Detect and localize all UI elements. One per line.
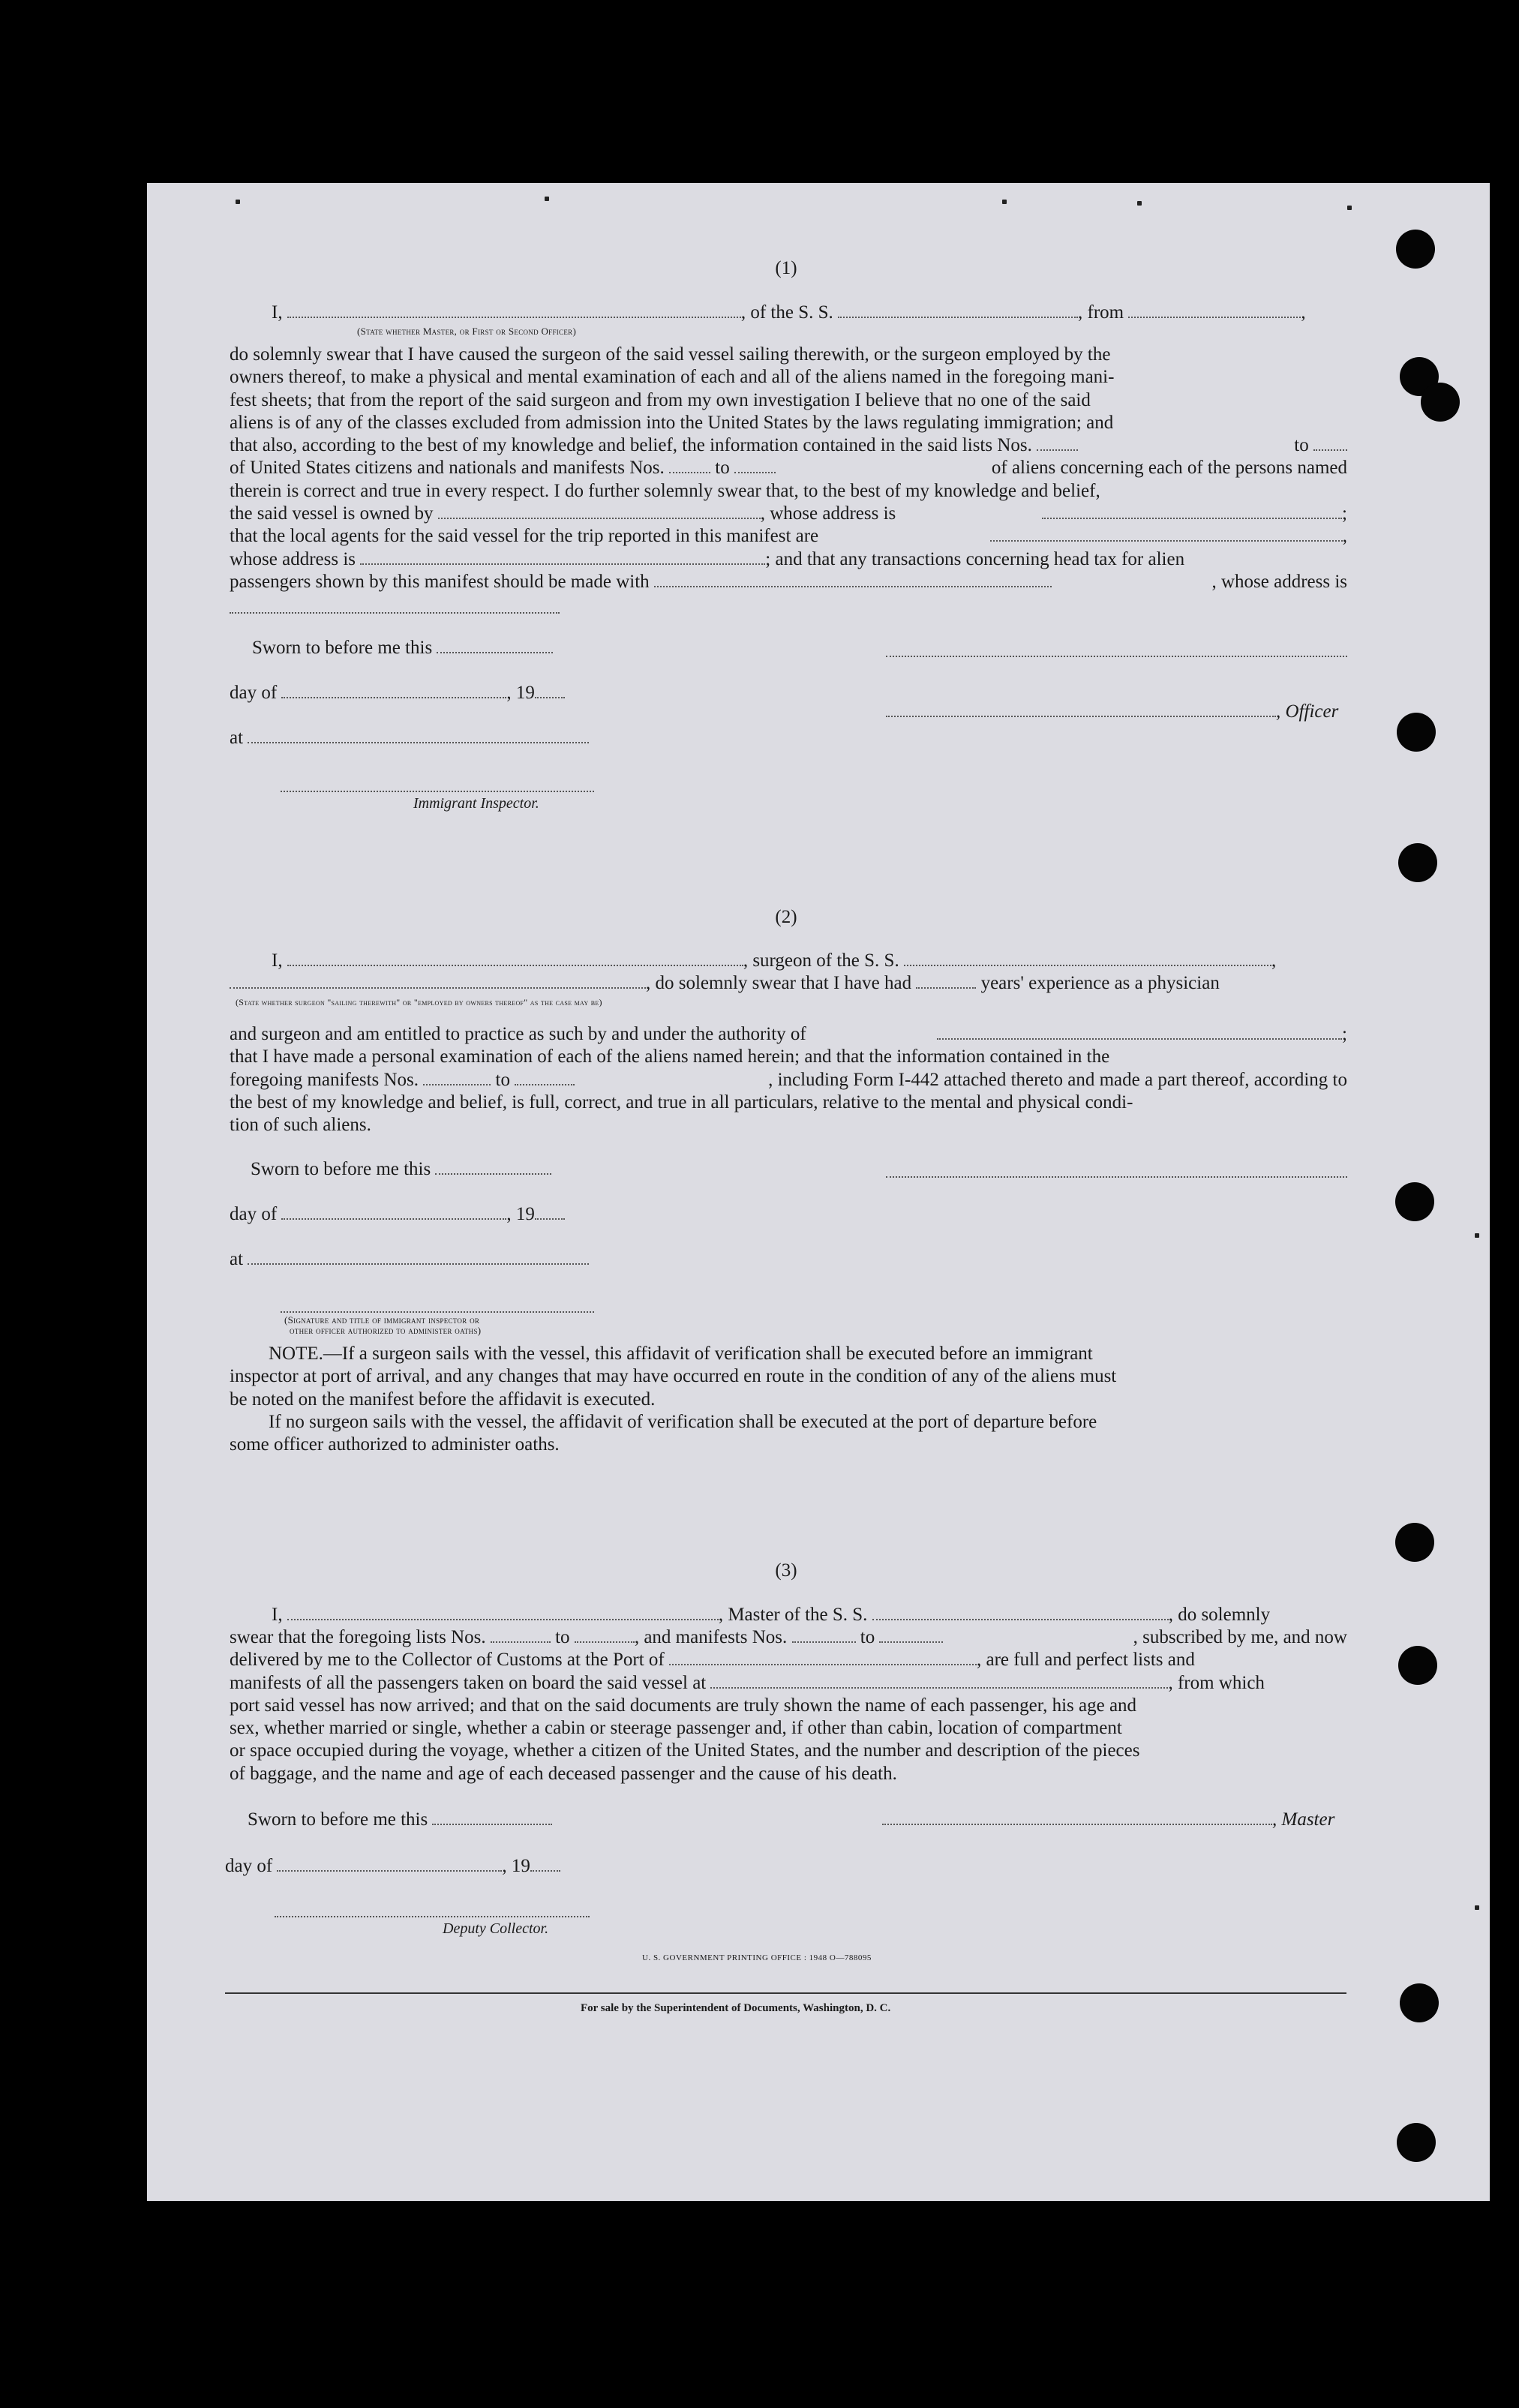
s3-port-field[interactable] <box>669 1649 977 1665</box>
s2-at: at <box>230 1248 589 1271</box>
s1-master-note: (State whether Master, or First or Second Officer) <box>357 326 577 337</box>
s3-day-of: day of , 19 <box>225 1855 560 1878</box>
s1-lists-to-field[interactable] <box>1313 434 1347 451</box>
s3-ship-name-field[interactable] <box>872 1604 1169 1620</box>
s1-officer-title-field[interactable] <box>886 701 1276 717</box>
s1-ship-name-field[interactable] <box>838 302 1078 318</box>
s2-sig-note-2: other officer authorized to administer oaths) <box>290 1325 482 1336</box>
punch-hole <box>1398 843 1437 882</box>
s1-at-field[interactable] <box>248 727 589 743</box>
s2-sailing-note: (State whether surgeon "sailing therewith" or "employed by owners thereof" as the case may be) <box>236 997 602 1007</box>
s3-collector-label: Deputy Collector. <box>443 1920 549 1937</box>
speck <box>545 197 549 201</box>
s2-signature-line[interactable] <box>886 1175 1347 1178</box>
punch-hole <box>1395 1182 1434 1221</box>
s3-year-field[interactable] <box>530 1855 560 1872</box>
s3-master-name-field[interactable] <box>287 1604 719 1620</box>
s2-inspector-signature-line[interactable] <box>281 1310 594 1313</box>
speck <box>1475 1905 1479 1910</box>
speck <box>236 200 240 204</box>
s1-local-agents-field[interactable] <box>990 525 1343 542</box>
s2-manifest-from-field[interactable] <box>423 1069 491 1085</box>
speck <box>1475 1233 1479 1238</box>
s3-manifest-from-field[interactable] <box>792 1626 856 1643</box>
s1-year-field[interactable] <box>535 682 565 698</box>
s2-body: and surgeon and am entitled to practice as such by and under the authority of ; that I have made a personal examination of each of the aliens named herein; and that the information contained in the foregoing manifests Nos. to , including Form I-442 attached thereto and made a part thereof, according to the best of my knowledge and belief, is full, correct, and true in all particulars, relative to the mental and physical condi- tion of such aliens. <box>230 1024 1347 1136</box>
for-sale-note: For sale by the Superintendent of Documents, Washington, D. C. <box>581 2002 891 2014</box>
section-3-number: (3) <box>775 1560 797 1581</box>
punch-hole <box>1421 383 1460 422</box>
s2-sig-note-1: (Signature and title of immigrant inspector or <box>284 1314 480 1326</box>
s3-lists-to-field[interactable] <box>575 1626 635 1643</box>
s1-manifest-to-field[interactable] <box>734 457 776 473</box>
s2-ship-name-field[interactable] <box>904 950 1271 966</box>
s1-owner-address-field[interactable] <box>1042 503 1342 519</box>
s1-agent-address-field[interactable] <box>360 548 765 565</box>
form-page <box>147 183 1490 2201</box>
s2-authority-field[interactable] <box>937 1023 1342 1040</box>
punch-hole <box>1398 1646 1437 1685</box>
s3-master-signature: , Master <box>882 1809 1334 1831</box>
s2-surgeon-name-field[interactable] <box>287 950 743 966</box>
s2-sailing-field[interactable] <box>230 972 646 989</box>
s2-years-field[interactable] <box>916 972 976 989</box>
s2-first-line: I, , surgeon of the S. S. , <box>272 950 1277 971</box>
s1-sworn-day-field[interactable] <box>437 637 553 653</box>
s3-master-signature-field[interactable] <box>882 1809 1272 1825</box>
s3-departure-port-field[interactable] <box>710 1672 1168 1689</box>
speck <box>1002 200 1007 204</box>
s1-first-line: I, , of the S. S. , from , <box>272 302 1306 323</box>
s3-sworn: Sworn to before me this <box>248 1809 552 1831</box>
s3-day-month-field[interactable] <box>277 1855 502 1872</box>
s1-from-field[interactable] <box>1128 302 1301 318</box>
s1-manifest-from-field[interactable] <box>669 457 710 473</box>
punch-hole <box>1397 2123 1436 2162</box>
s1-sworn: Sworn to before me this <box>252 637 553 659</box>
s1-lists-from-field[interactable] <box>1037 434 1078 451</box>
s3-first-line: I, , Master of the S. S. , do solemnly <box>272 1605 1271 1625</box>
s2-day-of: day of , 19 <box>230 1203 565 1226</box>
s1-body: do solemnly swear that I have caused the surgeon of the said vessel sailing therewith, or the surgeon employed by the owners thereof, to make a physical and mental examination of each and all of the aliens named in the foregoing mani- fest sheets; that from the report of the said surgeon and from my own investigation I believe that no one of the said aliens is of any of the classes excluded from admission into the United States by the laws regulating immigration; and that also, according to the best of my knowledge and belief, the information contained in the said lists Nos. to of United States citizens and nationals and manifests Nos. to of aliens concerning each of the persons named therein is correct and true in every respect. I do further solemnly swear that, to the best of my knowledge and belief, the said vessel is owned by , whose address is ; that the local agents for the said vessel for the trip reported in this manifest are , whose address is ; and that any transactions concerning head tax for alien passengers shown by this manifest should be made with , whose address is <box>230 344 1347 592</box>
punch-hole <box>1397 713 1436 752</box>
s1-day-of: day of , 19 <box>230 682 565 704</box>
s1-owner-field[interactable] <box>438 503 761 519</box>
s1-head-tax-field[interactable] <box>654 571 1052 587</box>
s1-officer-name-field[interactable] <box>287 302 741 318</box>
section-2-number: (2) <box>775 907 797 927</box>
s2-manifest-to-field[interactable] <box>515 1069 575 1085</box>
s1-at: at <box>230 727 589 749</box>
s2-at-field[interactable] <box>248 1248 589 1265</box>
s1-inspector-label: Immigrant Inspector. <box>413 795 539 812</box>
s1-day-month-field[interactable] <box>281 682 506 698</box>
s1-officer-signature: , Officer <box>886 701 1338 723</box>
footer-rule <box>225 1992 1346 1994</box>
s2-day-month-field[interactable] <box>281 1203 506 1220</box>
speck <box>1347 206 1352 210</box>
s3-body: swear that the foregoing lists Nos. to , and manifests Nos. to , subscribed by me, and now delivered by me to the Collector of Customs at the Port of , are full and perfect lists and manifests of all the passengers taken on board the said vessel at , from which port said vessel has now arrived; and that on the said documents are truly shown the name of each passenger, his age and sex, whether married or single, whether a cabin or steerage passenger and, if other than cabin, location of compartment or space occupied during the voyage, whether a citizen of the United States, and the number and description of the pieces of baggage, and the name and age of each deceased passenger and the cause of his death. <box>230 1627 1347 1784</box>
s3-lists-from-field[interactable] <box>491 1626 551 1643</box>
section-1-number: (1) <box>775 258 797 278</box>
punch-hole <box>1395 1523 1434 1562</box>
speck <box>1137 201 1142 206</box>
s2-sworn: Sworn to before me this <box>251 1158 551 1181</box>
s2-second-line: , do solemnly swear that I have had years' experience as a physician <box>230 972 1220 995</box>
printing-office-imprint: U. S. GOVERNMENT PRINTING OFFICE : 1948 O—788095 <box>642 1953 872 1962</box>
punch-hole <box>1396 230 1435 269</box>
s1-officer-signature-line[interactable] <box>886 654 1347 657</box>
s1-address-line[interactable] <box>230 611 560 614</box>
s3-sworn-day-field[interactable] <box>432 1809 552 1825</box>
s2-year-field[interactable] <box>535 1203 565 1220</box>
punch-hole <box>1400 1983 1439 2022</box>
s2-sworn-day-field[interactable] <box>435 1158 551 1175</box>
s2-note: NOTE.—If a surgeon sails with the vessel, this affidavit of verification shall be executed before an immigrant inspector at port of arrival, and any changes that may have occurred en route in the condition of any of the aliens must be noted on the manifest before the affidavit is executed. If no surgeon sails with the vessel, the affidavit of verification shall be executed at the port of departure before some officer authorized to administer oaths. <box>230 1344 1117 1455</box>
s3-manifest-to-field[interactable] <box>879 1626 943 1643</box>
